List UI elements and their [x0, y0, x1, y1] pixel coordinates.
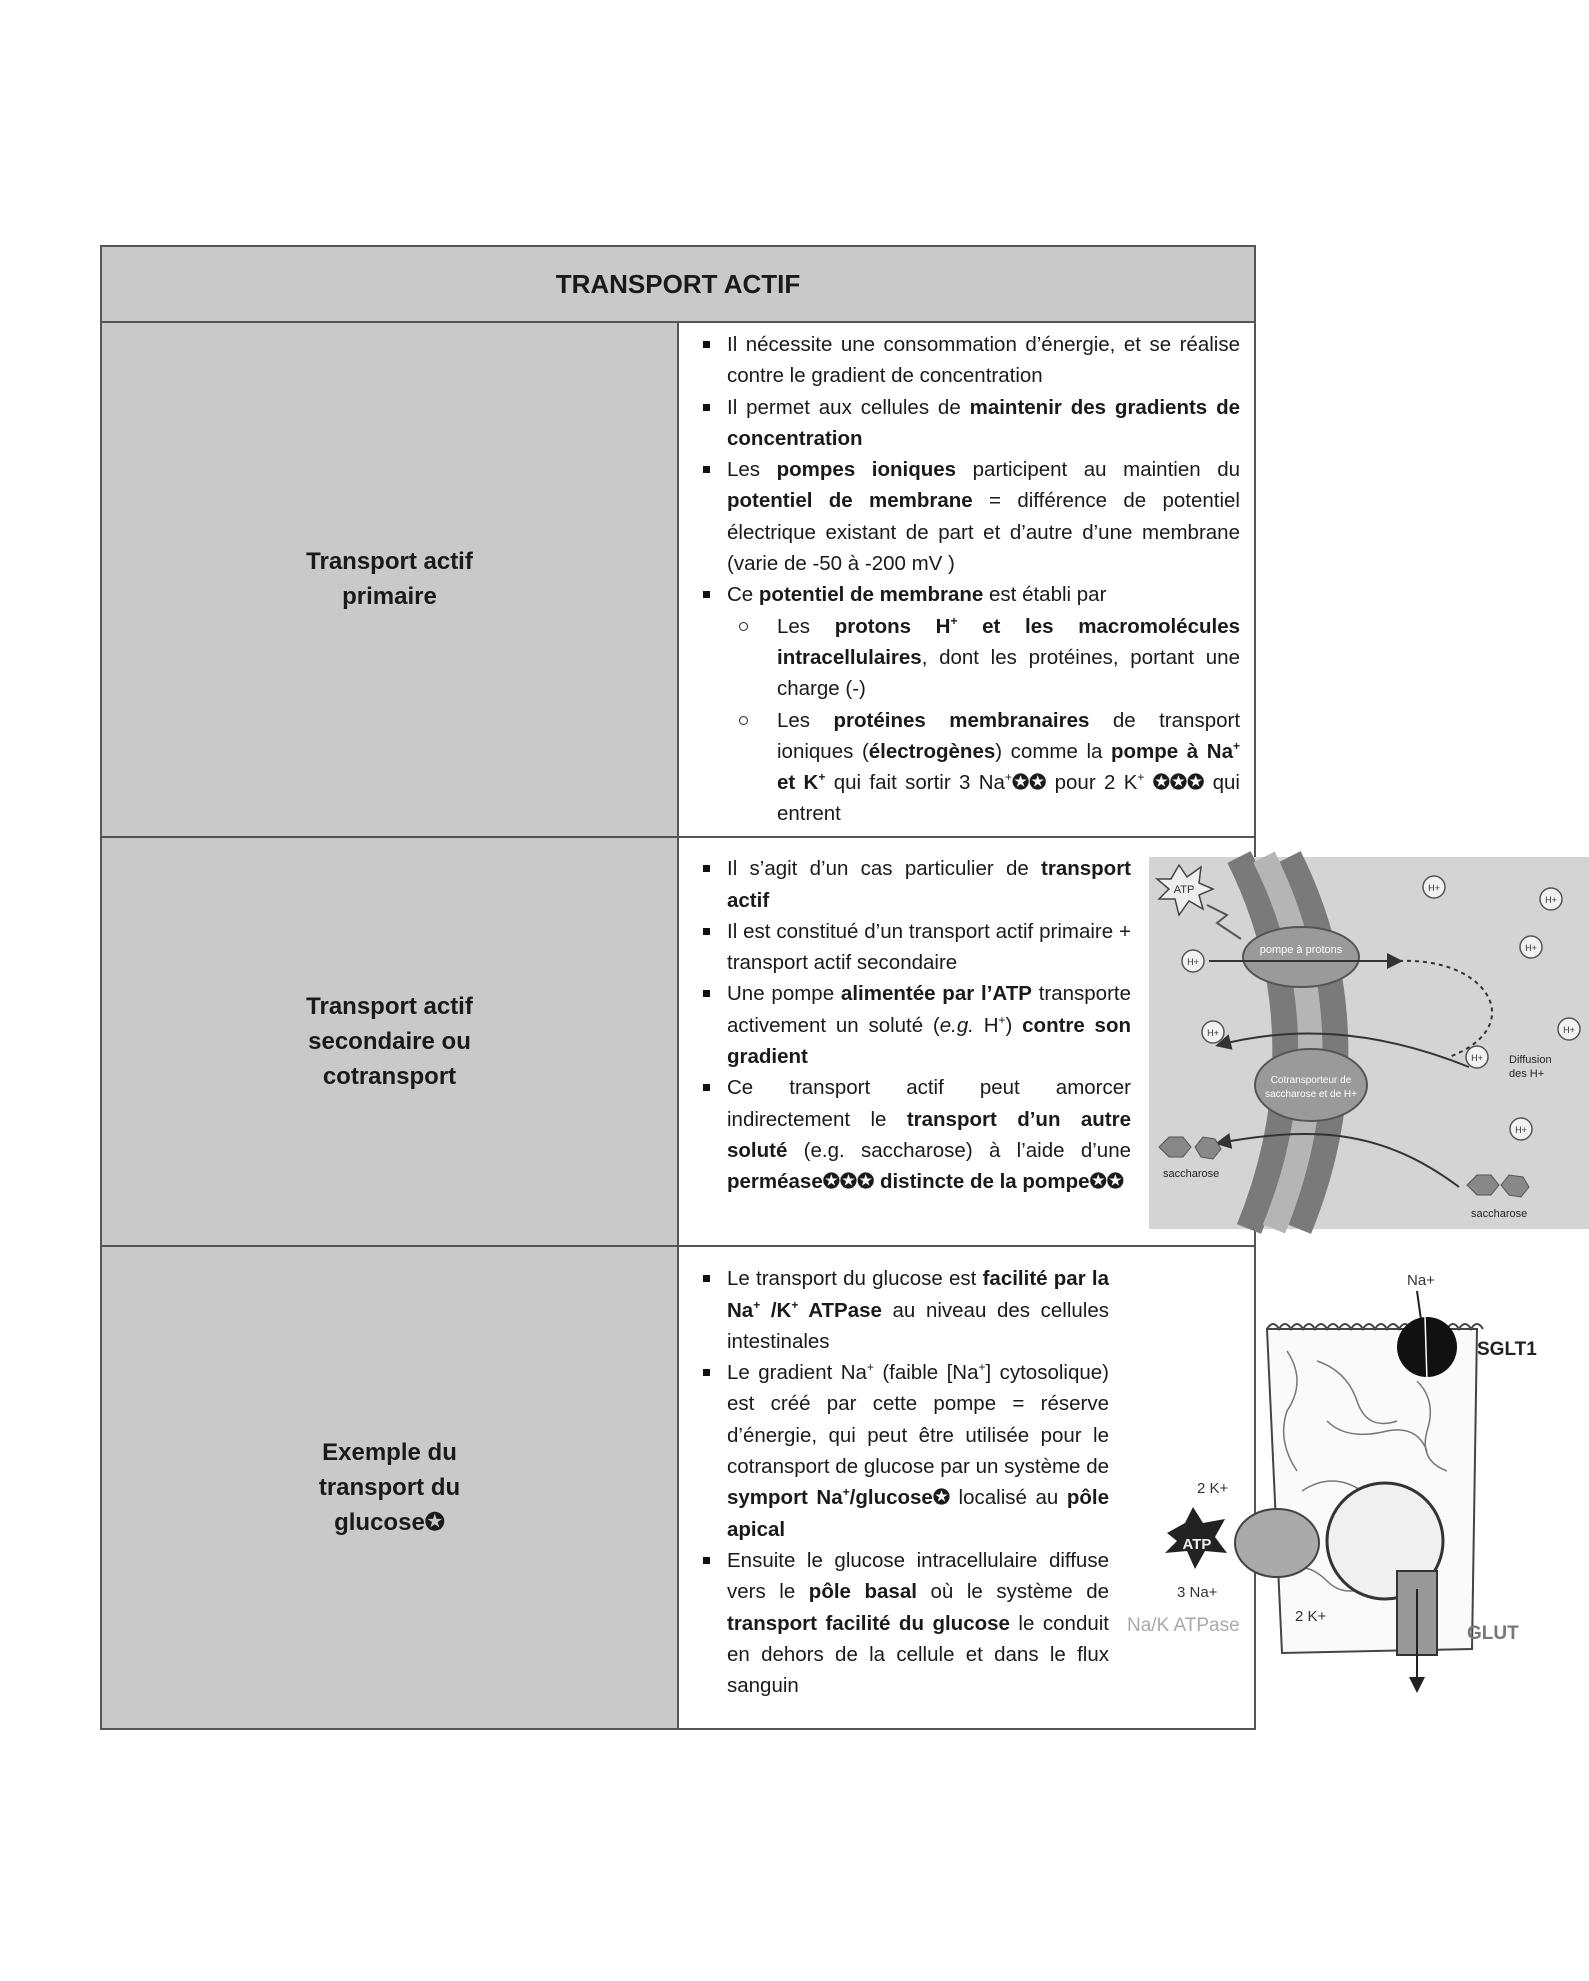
cotransport-diagram: [1149, 857, 1589, 1229]
bullet-item: Il est constitué d’un transport actif primaire + transport actif secondaire: [691, 916, 1131, 979]
sub-bullet-item: Les protéines membranaires de transport ioniques (électrogènes) comme la pompe à Na+ et K+ qui fait sortir 3 Na+✪✪ pour 2 K+ ✪✪✪ qui entrent: [727, 705, 1240, 830]
label-line: primaire: [342, 583, 437, 611]
ion-label: H+: [1471, 1053, 1483, 1064]
ion-label: H+: [1525, 943, 1537, 954]
bullet-item: Le gradient Na+ (faible [Na+] cytosolique) est créé par cette pompe = réserve d’énergie, qui peut être utilisée pour le cotransport de glucose par un système de symport Na+/glucose✪ localisé au pôle apical: [691, 1357, 1109, 1545]
label-line: transport du: [318, 1473, 461, 1501]
label-line: Transport actif: [306, 548, 473, 576]
bullet-item: Il nécessite une consommation d’énergie, et se réalise contre le gradient de concentration: [691, 329, 1240, 392]
label-line: secondaire ou: [308, 1027, 471, 1055]
atp-label: ATP: [1173, 884, 1195, 897]
row-content-secondary: [678, 837, 1575, 1246]
sub-bullet-item: Les protons H+ et les macromolécules intracellulaires, dont les protéines, portant une charge (-): [727, 611, 1240, 705]
cotransporter-label: Cotransporteur de: [1270, 1075, 1352, 1087]
bullet-item: Ensuite le glucose intracellulaire diffuse vers le pôle basal où le système de transport facilité du glucose le conduit en dehors de la cellule et dans le flux sanguin: [691, 1545, 1109, 1701]
sucrose-right-label: saccharose: [1471, 1208, 1528, 1221]
k-in-label: 2 K+: [1197, 1480, 1229, 1498]
label-line: Exemple du: [322, 1438, 457, 1466]
bullet-item: Il permet aux cellules de maintenir des gradients de concentration: [691, 392, 1240, 455]
diffusion-label: Diffusion: [1509, 1054, 1552, 1067]
k-small-label: 2 K+: [1295, 1608, 1327, 1626]
bullet-item: Une pompe alimentée par l’ATP transporte activement un soluté (e.g. H+) contre son gradient: [691, 978, 1131, 1072]
bullet-item: Il s’agit d’un cas particulier de transport actif: [691, 853, 1131, 916]
sglt1-label: SGLT1: [1477, 1339, 1537, 1361]
na-k-pump: [1235, 1509, 1319, 1577]
bullet-item: Le transport du glucose est facilité par la Na+ /K+ ATPase au niveau des cellules intestinales: [691, 1263, 1109, 1357]
glut-label: GLUT: [1467, 1623, 1519, 1645]
atp-label: ATP: [1182, 1536, 1212, 1554]
table-title: TRANSPORT ACTIF: [101, 246, 1255, 322]
cotransporter-label: saccharose et de H+: [1265, 1089, 1357, 1101]
label-line: cotransport: [322, 1062, 457, 1090]
row-label-secondary: [101, 837, 678, 1246]
row-content-primary: [678, 322, 1255, 837]
ion-label: H+: [1545, 895, 1557, 906]
diffusion-label: des H+: [1509, 1068, 1545, 1081]
bullet-item: Les pompes ioniques participent au maintien du potentiel de membrane = différence de potentiel électrique existant de part et d’autre d’une membrane (varie de -50 à -200 mV ): [691, 454, 1240, 579]
label-line: glucose✪: [334, 1508, 445, 1536]
row-label-primary: [101, 322, 678, 837]
bullet-item: Ce transport actif peut amorcer indirectement le transport d’un autre soluté (e.g. saccharose) à l’aide d’une perméase✪✪✪ distincte de la pompe✪✪: [691, 1072, 1131, 1197]
pump-label: pompe à protons: [1259, 944, 1343, 957]
sucrose-left-label: saccharose: [1163, 1168, 1220, 1181]
bullet-item: Ce potentiel de membrane est établi par Les protons H+ et les macromolécules intracellulaires, dont les protéines, portant une charge (-) Les protéines membranaires de transport ioniques (électrogènes) comme la pompe à Na+ et K+ qui fait sortir 3 Na+✪✪ pour 2 K+ ✪✪✪ qui entrent: [691, 579, 1240, 829]
label-line: Transport actif: [306, 992, 473, 1020]
ion-label: H+: [1515, 1125, 1527, 1136]
ion-label: H+: [1187, 957, 1199, 968]
na-out-label: 3 Na+: [1177, 1584, 1218, 1602]
proton-pump: [1243, 927, 1359, 987]
transport-table: [100, 245, 1575, 1730]
ion-label: H+: [1563, 1025, 1575, 1036]
row-content-glucose: [678, 1246, 1537, 1729]
ion-label: H+: [1207, 1028, 1219, 1039]
ion-label: H+: [1428, 883, 1440, 894]
na-top-label: Na+: [1407, 1272, 1435, 1290]
row-label-glucose: [101, 1246, 678, 1729]
na-k-atpase-label: Na/K ATPase: [1127, 1615, 1240, 1637]
glucose-transport-diagram: [1127, 1271, 1567, 1711]
